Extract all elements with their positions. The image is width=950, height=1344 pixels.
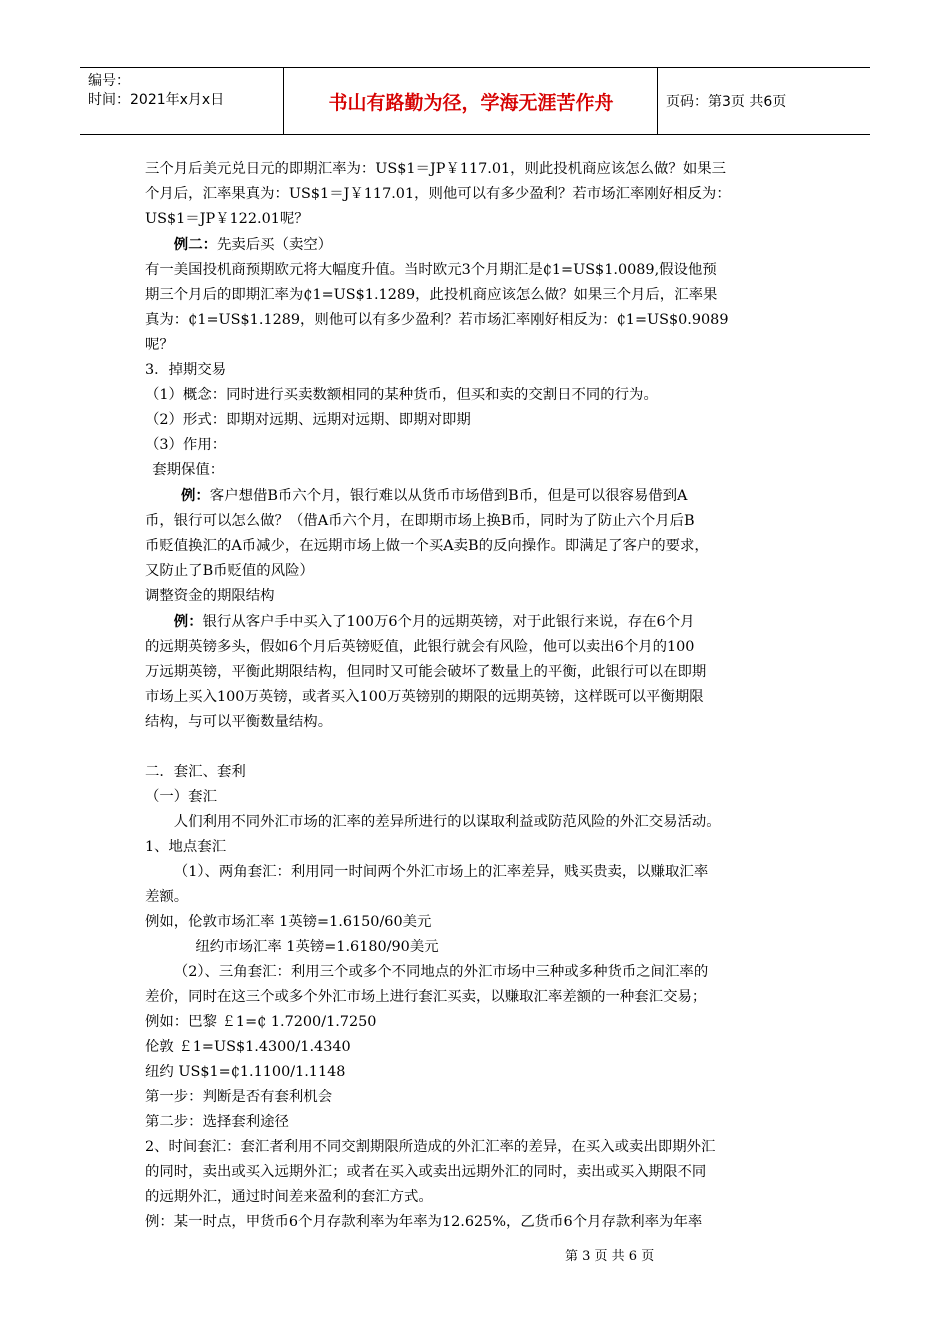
page-header bbox=[80, 67, 870, 135]
paragraph-line: 的远期英镑多头，假如6个月后英镑贬值，此银行就会有风险，他可以卖出6个月的100 bbox=[145, 639, 695, 655]
paragraph-line: 万远期英镑，平衡此期限结构，但同时又可能会破坏了数量上的平衡，此银行可以在即期 bbox=[145, 664, 707, 680]
paragraph-line: 2、时间套汇：套汇者利用不同交割期限所造成的外汇汇率的差异，在买入或卖出即期外汇 bbox=[145, 1139, 716, 1155]
document-body bbox=[145, 157, 810, 1235]
paragraph-line: 结构，与可以平衡数量结构。 bbox=[145, 714, 333, 730]
paragraph-line: 调整资金的期限结构 bbox=[145, 588, 275, 604]
paragraph-line: 人们利用不同外汇市场的汇率的差异所进行的以谋取利益或防范风险的外汇交易活动。 bbox=[173, 814, 721, 830]
paragraph-line: （2）、三角套汇：利用三个或多个不同地点的外汇市场中三种或多种货币之间汇率的 bbox=[173, 964, 709, 980]
paragraph-line: 个月后，汇率果真为：US$1＝J￥117.01，则他可以有多少盈利？若市场汇率刚好相反为： bbox=[145, 186, 731, 202]
paragraph-line: US$1＝JP￥122.01呢？ bbox=[145, 211, 309, 227]
paragraph-line: 套期保值： bbox=[152, 462, 225, 478]
paragraph-line: 例如，伦敦市场汇率 1英镑=1.6150/60美元 bbox=[145, 914, 432, 930]
example-label: 例： bbox=[173, 613, 203, 630]
header-motto: 书山有路勤为径，学海无涯苦作舟 bbox=[285, 68, 658, 134]
paragraph-line: 纽约 US$1=₵1.1100/1.1148 bbox=[145, 1064, 346, 1080]
subsection-heading: 1、地点套汇 bbox=[145, 839, 227, 855]
blank-line bbox=[145, 735, 810, 760]
paragraph-line: 第二步：选择套利途径 bbox=[145, 1114, 289, 1130]
paragraph-line: 差价，同时在这三个或多个外汇市场上进行套汇买卖，以赚取汇率差额的一种套汇交易； bbox=[145, 989, 707, 1005]
paragraph-line: 例：某一时点，甲货币6个月存款利率为年率为12.625%，乙货币6个月存款利率为年率 bbox=[145, 1214, 703, 1230]
paragraph-line: 币贬值换汇的A币减少，在远期市场上做一个买A卖B的反向操作。即满足了客户的要求， bbox=[145, 538, 709, 554]
section-heading: 3．掉期交易 bbox=[145, 362, 227, 378]
paragraph-line: （1）、两角套汇：利用同一时间两个外汇市场上的汇率差异，贱买贵卖，以赚取汇率 bbox=[173, 864, 709, 880]
paragraph-line: 例：银行从客户手中买入了100万6个月的远期英镑，对于此银行来说，存在6个月 bbox=[173, 613, 695, 630]
paragraph-line: 例二：先卖后买（卖空） bbox=[173, 236, 333, 253]
paragraph-line: 期三个月后的即期汇率为₵1=US$1.1289，此投机商应该怎么做？如果三个月后，汇率果 bbox=[145, 287, 718, 303]
header-page-label: 页码：第3页 共6页 bbox=[666, 94, 787, 110]
paragraph-line: 币，银行可以怎么做？（借A币六个月，在即期市场上换B币，同时为了防止六个月后B bbox=[145, 513, 695, 529]
paragraph-line: 的同时，卖出或买入远期外汇；或者在买入或卖出远期外汇的同时，卖出或买入期限不同 bbox=[145, 1164, 707, 1180]
paragraph-line: 真为：₵1=US$1.1289，则他可以有多少盈利？若市场汇率刚好相反为：₵1=US$0.9089 bbox=[145, 312, 729, 328]
paragraph-line: （1）概念：同时进行买卖数额相同的某种货币，但买和卖的交割日不同的行为。 bbox=[145, 387, 658, 403]
example-label: 例： bbox=[181, 487, 210, 504]
paragraph-line: 第一步：判断是否有套利机会 bbox=[145, 1089, 333, 1105]
section-heading: 二．套汇、套利 bbox=[145, 764, 246, 780]
date-label: 时间：2021年x月x日 bbox=[88, 92, 225, 108]
paragraph-line: 纽约市场汇率 1英镑=1.6180/90美元 bbox=[195, 939, 439, 955]
paragraph-line: （2）形式：即期对远期、远期对远期、即期对即期 bbox=[145, 412, 471, 428]
paragraph-line: 差额。 bbox=[145, 889, 189, 905]
paragraph-line: 伦敦 ￡1=US$1.4300/1.4340 bbox=[145, 1039, 351, 1055]
paragraph-line: （3）作用： bbox=[145, 437, 227, 453]
example-label: 例二： bbox=[173, 236, 217, 253]
paragraph-line: 有一美国投机商预期欧元将大幅度升值。当时欧元3个月期汇是₵1=US$1.0089,假设他预 bbox=[145, 262, 717, 278]
paragraph-line: 的远期外汇，通过时间差来盈利的套汇方式。 bbox=[145, 1189, 433, 1205]
number-label: 编号： bbox=[88, 73, 130, 89]
subsection-heading: （一）套汇 bbox=[145, 789, 217, 805]
paragraph-line: 又防止了B币贬值的风险） bbox=[145, 563, 314, 579]
paragraph-line: 例如：巴黎 ￡1=₵ 1.7200/1.7250 bbox=[145, 1014, 377, 1030]
header-meta bbox=[80, 68, 284, 134]
paragraph-line: 市场上买入100万英镑，或者买入100万英镑别的期限的远期英镑，这样既可以平衡期限 bbox=[145, 689, 704, 705]
paragraph-line: 呢？ bbox=[145, 337, 174, 353]
paragraph-line: 例：客户想借B币六个月，银行难以从货币市场借到B币，但是可以很容易借到A bbox=[181, 487, 688, 504]
paragraph-line: 三个月后美元兑日元的即期汇率为：US$1＝JP￥117.01，则此投机商应该怎么做？如果三 bbox=[145, 161, 726, 177]
page-footer: 第 3 页 共 6 页 bbox=[565, 1249, 655, 1264]
